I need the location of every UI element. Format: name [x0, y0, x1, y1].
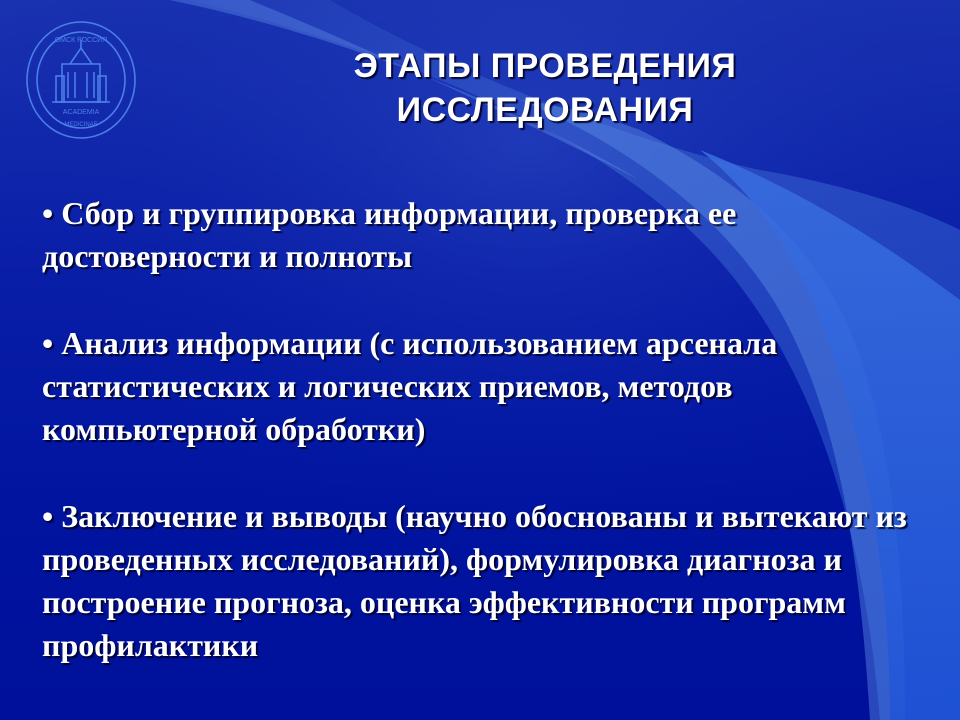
logo-middle-text: ACADEMIA [62, 109, 100, 116]
bullet-item: • Заключение и выводы (научно обоснованы и вытекают из проведенных исследований), формулировка диагноза и построение прогноза, оценка эффективности программ профилактики [42, 498, 907, 663]
logo-top-text: ОМСК РОССИЯ [54, 37, 108, 44]
slide-title [250, 44, 840, 132]
bullet-list [42, 192, 922, 711]
slide-title-line-2: ИССЛЕДОВАНИЯ [396, 91, 694, 129]
slide-title-line-1: ЭТАПЫ ПРОВЕДЕНИЯ [353, 47, 737, 85]
academy-logo [22, 18, 140, 142]
logo-bottom-text: MEDICINAE [64, 122, 98, 128]
bullet-item: • Сбор и группировка информации, проверка ее достоверности и полноты [42, 195, 737, 274]
bullet-item: • Анализ информации (с использованием арсенала статистических и логических приемов, методов компьютерной обработки) [42, 325, 778, 447]
